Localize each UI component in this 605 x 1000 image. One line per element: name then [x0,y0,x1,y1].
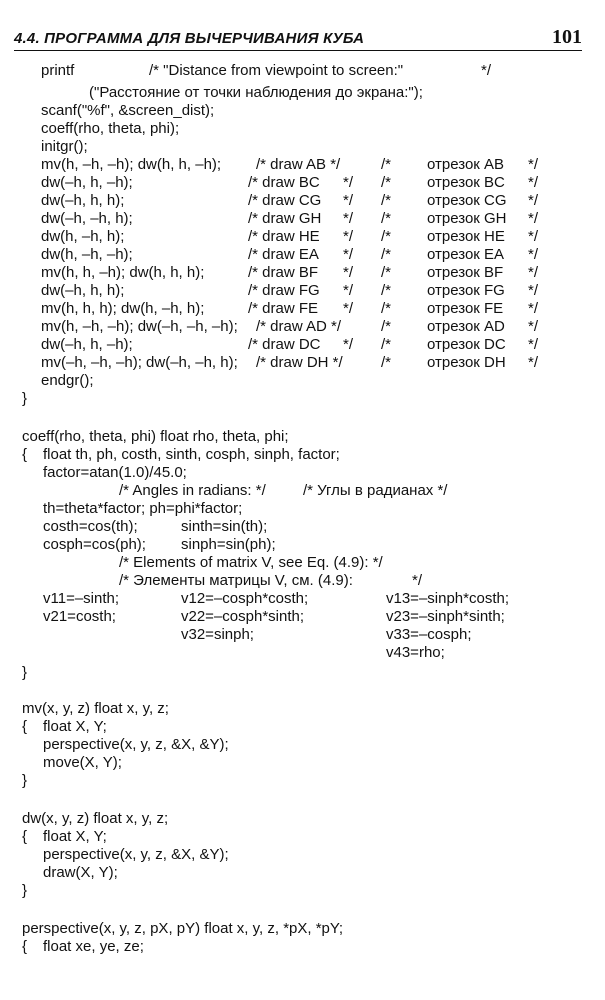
code-text: { [22,938,28,955]
code-text: */ [343,264,354,281]
code-text: dw(–h, h, h); [41,282,125,299]
code-text: } [22,390,28,407]
code-text: /* draw HE [248,228,320,245]
code-text: /* draw FE [248,300,319,317]
code-line [0,810,605,828]
code-text: */ [343,192,354,209]
code-text: */ [528,174,539,191]
code-text: scanf("%f", &screen_dist); [41,102,215,119]
code-text: /* draw AD */ [256,318,342,335]
code-line [0,828,605,846]
code-text: coeff(rho, theta, phi); [41,120,180,137]
code-text: mv(h, h, h); dw(h, –h, h); [41,300,205,317]
code-text: v23=–sinph*sinth; [386,608,505,625]
code-text: move(X, Y); [43,754,122,771]
code-line [0,590,605,608]
code-line [0,554,605,572]
code-text: float xe, ye, ze; [43,938,144,955]
code-text: th=theta*factor; ph=phi*factor; [43,500,243,517]
code-line [0,318,605,336]
code-text: /* draw CG [248,192,322,209]
code-line [0,62,605,80]
code-text: v11=–sinth; [43,590,120,607]
code-text: /* Элементы матрицы V, см. (4.9): [119,572,353,589]
code-text: mv(x, y, z) float x, y, z; [22,700,169,717]
code-text: printf [41,62,75,79]
code-text: v43=rho; [386,644,445,661]
code-text: /* draw AB */ [256,156,341,173]
code-line [0,536,605,554]
code-text: cosph=cos(ph); [43,536,146,553]
code-text: /* draw DC [248,336,321,353]
code-line [0,246,605,264]
code-line [0,718,605,736]
code-text: */ [528,300,539,317]
code-text: sinth=sin(th); [181,518,268,535]
code-text: */ [343,246,354,263]
code-text: /* draw BF [248,264,319,281]
code-text: */ [343,300,354,317]
code-text: /* Angles in radians: */ [119,482,266,499]
code-text: perspective(x, y, z, &X, &Y); [43,736,229,753]
code-line [0,572,605,590]
code-text: */ [528,354,539,371]
code-text: */ [528,336,539,353]
code-text: mv(h, h, –h); dw(h, h, h); [41,264,205,281]
code-text: dw(–h, h, –h); [41,174,133,191]
code-text: v13=–sinph*costh; [386,590,510,607]
code-text: /* Углы в радианах */ [303,482,448,499]
code-line [0,664,605,682]
code-line [0,428,605,446]
code-line [0,264,605,282]
code-line [0,156,605,174]
code-line [0,644,605,662]
code-text: /* [381,354,392,371]
code-line [0,772,605,790]
code-line [0,882,605,900]
code-text: /* [381,156,392,173]
code-text: */ [528,282,539,299]
code-text: отрезок CG [427,192,507,209]
code-line [0,390,605,408]
code-text: */ [528,228,539,245]
code-line [0,626,605,644]
code-line [0,464,605,482]
code-text: endgr(); [41,372,94,389]
code-line [0,138,605,156]
code-text: float X, Y; [43,828,107,845]
code-text: dw(–h, h, h); [41,192,125,209]
code-text: ("Расстояние от точки наблюдения до экрана:"); [89,84,423,101]
code-text: { [22,828,28,845]
code-text: */ [528,318,539,335]
code-line [0,354,605,372]
code-line [0,920,605,938]
code-line [0,500,605,518]
code-line [0,372,605,390]
code-line [0,938,605,956]
code-text: отрезок EA [427,246,505,263]
code-text: */ [528,156,539,173]
code-text: отрезок DH [427,354,506,371]
code-text: dw(h, –h, h); [41,228,125,245]
code-text: } [22,772,28,789]
code-text: v32=sinph; [181,626,254,643]
code-text: отрезок BF [427,264,504,281]
code-line [0,736,605,754]
code-text: */ [528,246,539,263]
code-text: dw(x, y, z) float x, y, z; [22,810,169,827]
code-line [0,102,605,120]
code-line [0,336,605,354]
code-text: */ [528,210,539,227]
code-text: mv(h, –h, –h); dw(–h, –h, –h); [41,318,238,335]
code-text: draw(X, Y); [43,864,118,881]
code-text: dw(h, –h, –h); [41,246,133,263]
code-text: /* [381,210,392,227]
code-text: */ [412,572,423,589]
code-text: initgr(); [41,138,88,155]
code-text: float th, ph, costh, sinth, cosph, sinph, factor; [43,446,340,463]
code-text: dw(–h, –h, h); [41,210,133,227]
code-text: /* "Distance from viewpoint to screen:" [149,62,404,79]
code-line [0,754,605,772]
code-line [0,608,605,626]
code-text: отрезок AD [427,318,505,335]
code-text: */ [343,210,354,227]
code-text: /* [381,336,392,353]
code-text: /* [381,318,392,335]
code-line [0,846,605,864]
code-text: /* draw EA [248,246,319,263]
section-title: 4.4. ПРОГРАММА ДЛЯ ВЫЧЕРЧИВАНИЯ КУБА [14,30,365,47]
code-line [0,120,605,138]
code-text: отрезок FG [427,282,505,299]
code-text: */ [343,336,354,353]
code-text: costh=cos(th); [43,518,138,535]
code-line [0,700,605,718]
code-text: /* draw DH */ [256,354,343,371]
code-text: } [22,882,28,899]
page-number: 101 [552,26,582,48]
code-text: v12=–cosph*costh; [181,590,309,607]
code-text: /* [381,228,392,245]
code-text: /* [381,300,392,317]
code-text: factor=atan(1.0)/45.0; [43,464,187,481]
code-text: отрезок BC [427,174,505,191]
code-text: отрезок DC [427,336,506,353]
code-line [0,864,605,882]
code-line [0,228,605,246]
code-text: } [22,664,28,681]
code-text: mv(–h, –h, –h); dw(–h, –h, h); [41,354,238,371]
code-text: */ [481,62,492,79]
code-line [0,300,605,318]
code-text: perspective(x, y, z, &X, &Y); [43,846,229,863]
code-text: отрезок FE [427,300,504,317]
code-text: { [22,718,28,735]
code-text: */ [528,192,539,209]
code-line [0,518,605,536]
code-line [0,282,605,300]
code-text: v21=costh; [43,608,116,625]
code-text: mv(h, –h, –h); dw(h, h, –h); [41,156,222,173]
code-line [0,482,605,500]
code-line [0,210,605,228]
code-text: отрезок GH [427,210,507,227]
code-text: float X, Y; [43,718,107,735]
code-text: v33=–cosph; [386,626,472,643]
code-text: */ [343,228,354,245]
code-text: отрезок AB [427,156,505,173]
code-line [0,192,605,210]
code-text: /* draw BC [248,174,320,191]
code-text: /* Elements of matrix V, see Eq. (4.9): */ [119,554,383,571]
code-text: /* [381,264,392,281]
code-text: dw(–h, h, –h); [41,336,133,353]
code-line [0,84,605,102]
code-text: /* draw GH [248,210,322,227]
code-text: */ [343,174,354,191]
code-text: /* [381,282,392,299]
code-text: /* [381,246,392,263]
code-line [0,174,605,192]
code-text: v22=–cosph*sinth; [181,608,305,625]
code-line [0,446,605,464]
code-text: */ [528,264,539,281]
code-text: { [22,446,28,463]
code-text: */ [343,282,354,299]
code-text: /* [381,174,392,191]
code-text: /* draw FG [248,282,320,299]
code-text: /* [381,192,392,209]
code-text: perspective(x, y, z, pX, pY) float x, y, z, *pX, *pY; [22,920,344,937]
code-text: coeff(rho, theta, phi) float rho, theta, phi; [22,428,289,445]
code-text: sinph=sin(ph); [181,536,276,553]
code-text: отрезок HE [427,228,505,245]
